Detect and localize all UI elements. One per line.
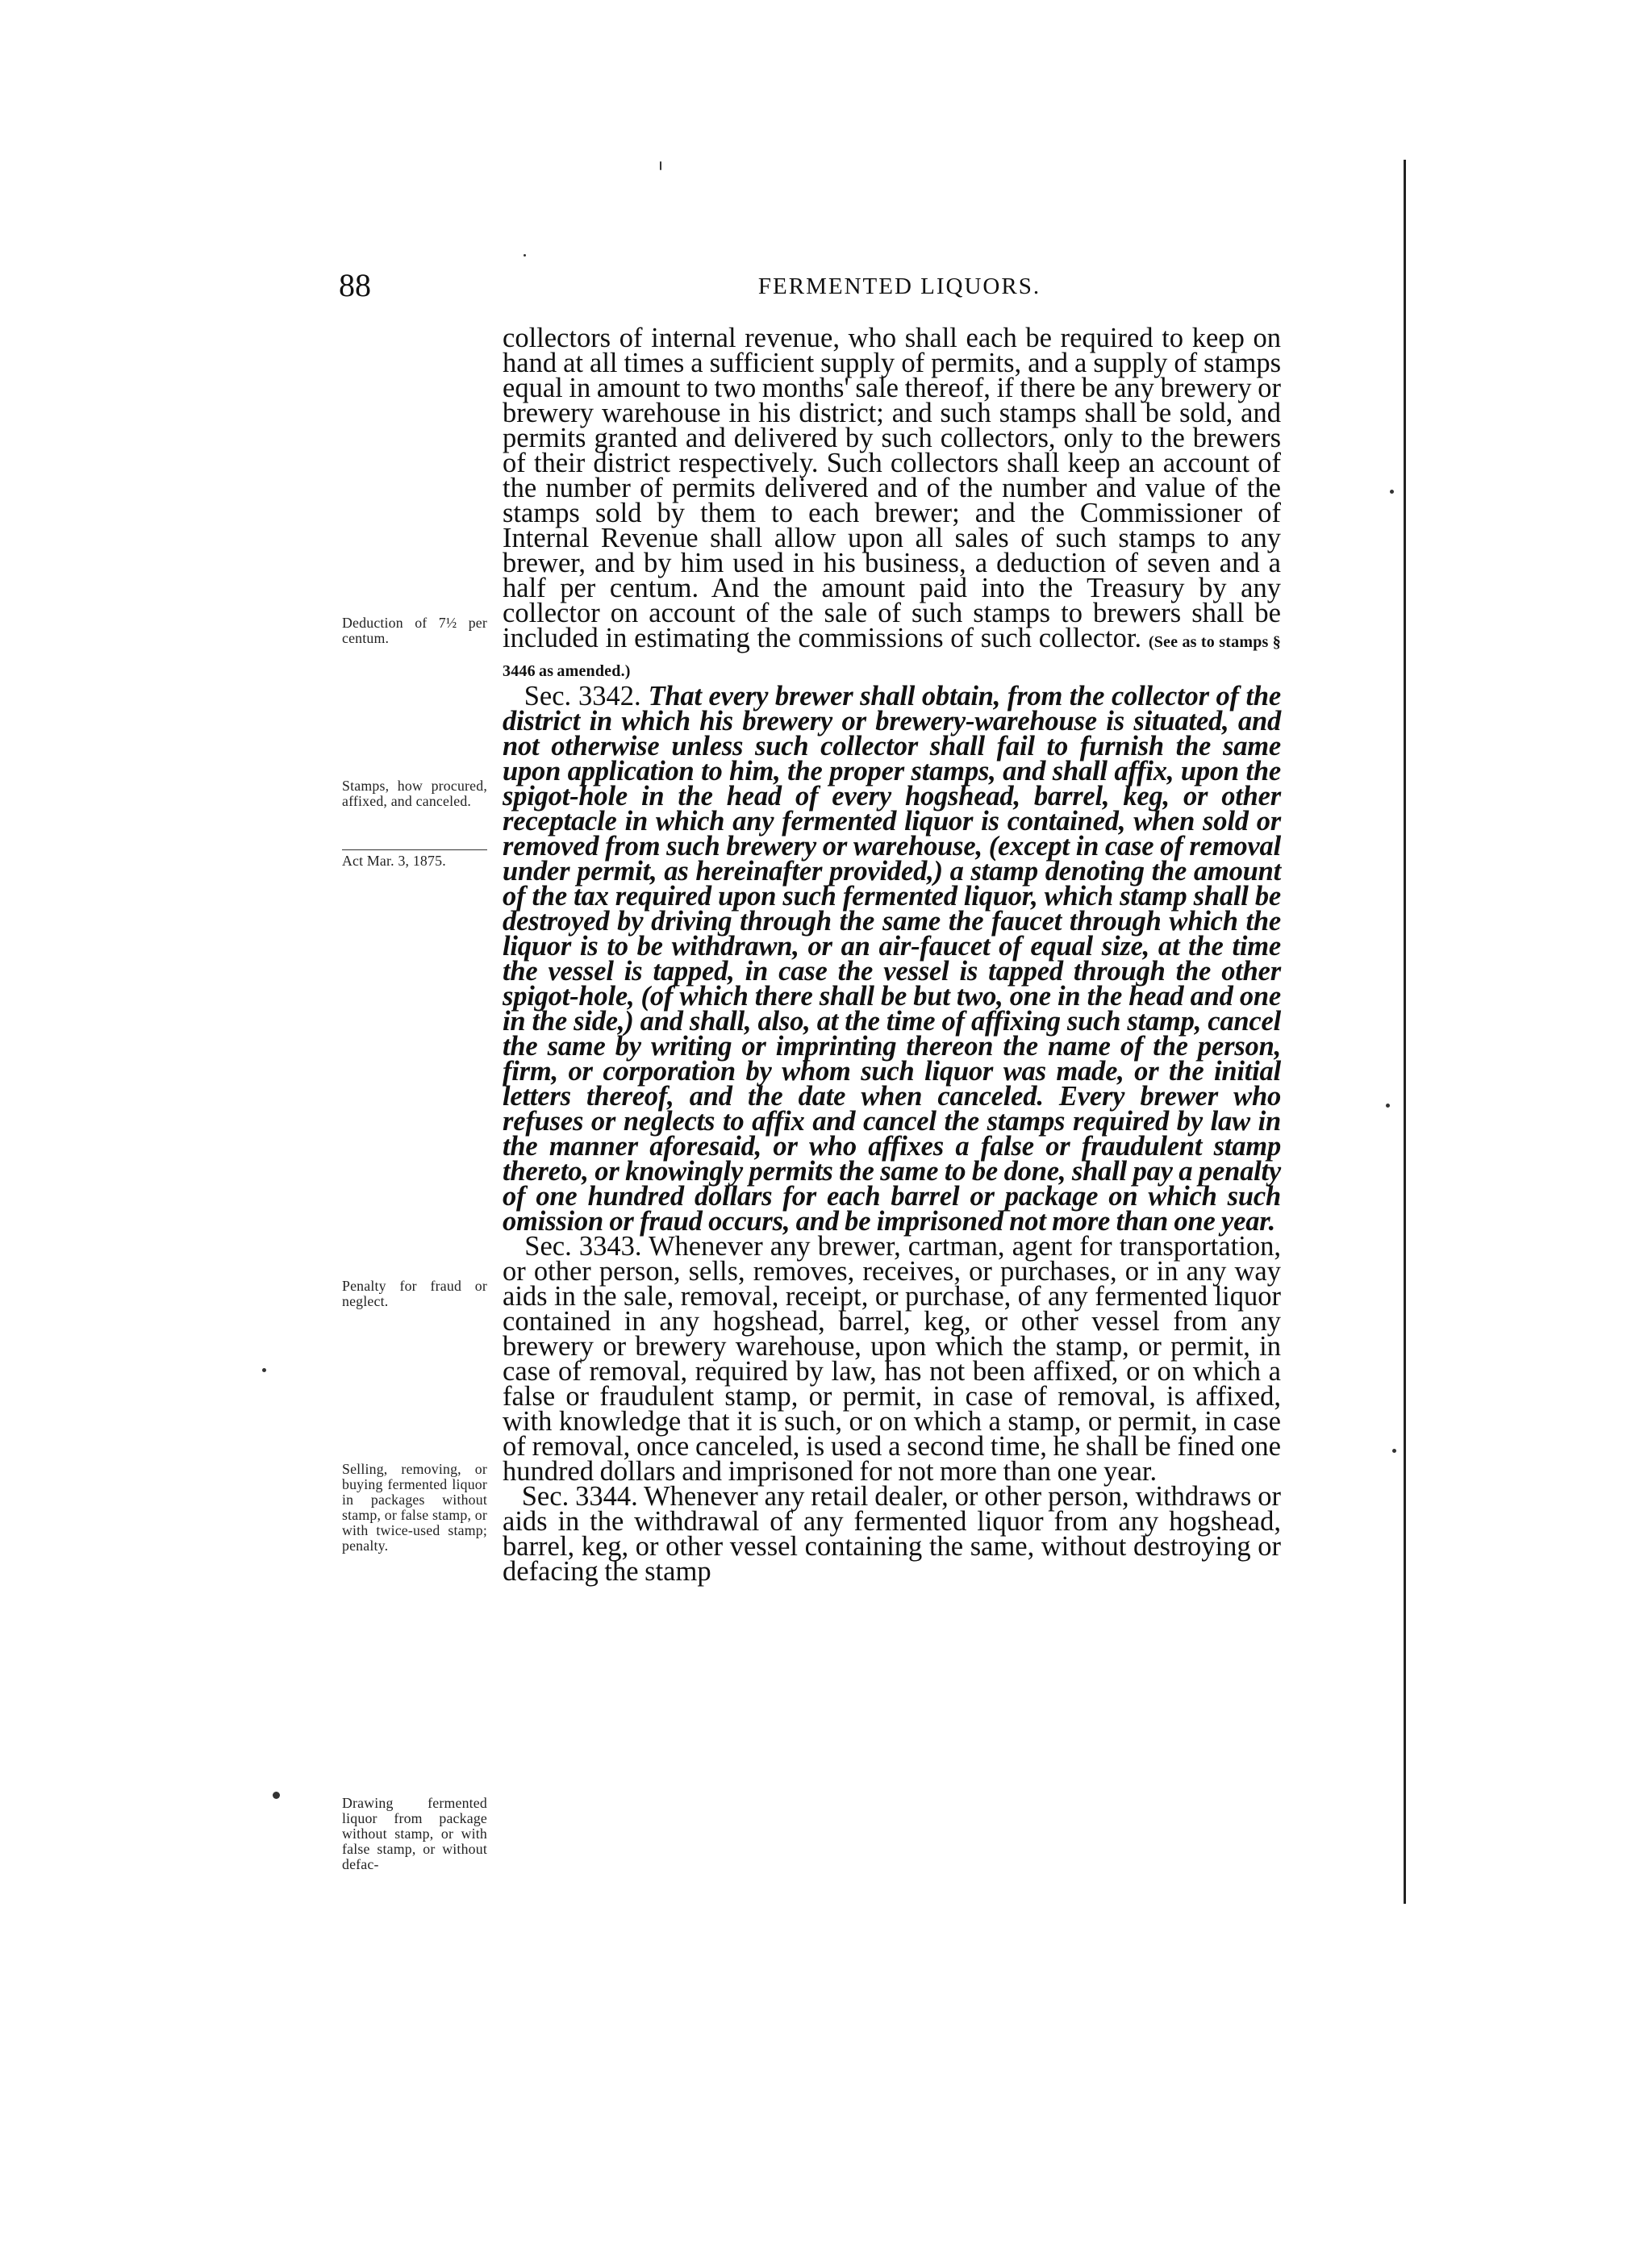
print-speck bbox=[273, 1792, 280, 1799]
opening-note: (See as to stamps § 3446 as amended.) bbox=[503, 633, 1281, 680]
page-edge-line bbox=[1404, 160, 1406, 1904]
page-number: 88 bbox=[339, 267, 371, 303]
section-heading: Sec. 3344. bbox=[521, 1481, 638, 1512]
section-3344 bbox=[503, 1481, 1281, 1587]
marginal-rule bbox=[342, 849, 487, 850]
section-text: Whenever any brewer, cartman, agent for transportation, or other person, sells, removes, receives, or purchases, or in any way aids in the sale, removal, receipt, or purchase, of any fermented liquor contained in any hogshead, barrel, keg, or other vessel from any brewery or brewery warehouse, upon which the stamp, or permit, in case of removal, required by law, has not been affixed, or on which a false or fraudulent stamp, or permit, in case of removal, is affixed, with knowledge that it is such, or on which a stamp, or permit, in case of removal, once canceled, is used a second time, he shall be fined one hundred dollars and imprisoned for not more than one year. bbox=[503, 1231, 1281, 1487]
print-speck bbox=[1386, 1104, 1390, 1108]
print-speck bbox=[262, 1368, 266, 1372]
main-text bbox=[503, 323, 1282, 1587]
print-speck bbox=[1390, 490, 1394, 494]
opening-paragraph bbox=[503, 323, 1281, 684]
running-title: FERMENTED LIQUORS. bbox=[757, 273, 1041, 299]
page-header bbox=[339, 265, 1420, 308]
section-heading: Sec. 3342. bbox=[524, 681, 641, 711]
marginal-note: Penalty for fraud or neglect. bbox=[342, 1278, 487, 1309]
marginal-note: Deduction of 7½ per centum. bbox=[342, 615, 487, 646]
section-text: That every brewer shall obtain, from the collector of the district in which his brewery or brewery-warehouse is situated, and not otherwise unless such collector shall fail to furnish the same upon application to him, the proper stamps, and shall affix, upon the spigot-hole in the head of every hogshead, barrel, keg, or other receptacle in which any fermented liquor is contained, when sold or removed from such brewery or warehouse, (except in case of removal under permit, as hereinafter provided,) a stamp denoting the amount of the tax required upon such fermented liquor, which stamp shall be destroyed by driving through the same the faucet through which the liquor is to be withdrawn, or an air-faucet of equal size, at the time the vessel is tapped, in case the vessel is tapped through the other spigot-hole, (of which there shall be but two, one in the head and one in the side,) and shall, also, at the time of affixing such stamp, cancel the same by writing or imprinting thereon the name of the person, firm, or corporation by whom such liquor was made, or the initial letters thereof, and the date when canceled. Every brewer who refuses or neglects to affix and cancel the stamps required by law in the manner aforesaid, or who affixes a false or fraudulent stamp thereto, or knowingly permits the same to be done, shall pay a penalty of one hundred dollars for each barrel or package on which such omission or fraud occurs, and be imprisoned not more than one year. bbox=[503, 681, 1282, 1237]
section-text: Whenever any retail dealer, or other person, withdraws or aids in the withdrawal of any fermented liquor from any hogshead, barrel, keg, or other vessel containing the same, without destroying or defacing the stamp bbox=[503, 1481, 1281, 1587]
marginal-note: Stamps, how procured, affixed, and canceled. bbox=[342, 778, 487, 809]
opening-text: collectors of internal revenue, who shall each be required to keep on hand at all times a sufficient supply of permits, and a supply of stamps equal in amount to two months' sale thereof, if there be any brewery or brewery warehouse in his district; and such stamps shall be sold, and permits granted and delivered by such collectors, only to the brewers of their district respectively. Such collectors shall keep an account of the number of permits delivered and of the number and value of the stamps sold by them to each brewer; and the Commissioner of Internal Revenue shall allow upon all sales of such stamps to any brewer, and by him used in his business, a deduction of seven and a half per centum. And the amount paid into the Treasury by any collector on account of the sale of such stamps to brewers shall be included in estimating the commissions of such collector. bbox=[503, 323, 1281, 653]
print-speck bbox=[1392, 1449, 1396, 1453]
section-3343 bbox=[503, 1231, 1281, 1487]
marginal-note: Selling, removing, or buying fermented liquor in packages without stamp, or false stamp, or with twice-used stamp; penalty. bbox=[342, 1461, 487, 1554]
marginal-note: Act Mar. 3, 1875. bbox=[342, 853, 446, 869]
print-speck bbox=[524, 254, 526, 257]
marginal-note: Drawing fermented liquor from package without stamp, or with false stamp, or without defac- bbox=[342, 1795, 487, 1872]
section-3342 bbox=[503, 681, 1282, 1237]
print-speck bbox=[660, 161, 661, 170]
section-heading: Sec. 3343. bbox=[524, 1231, 642, 1262]
